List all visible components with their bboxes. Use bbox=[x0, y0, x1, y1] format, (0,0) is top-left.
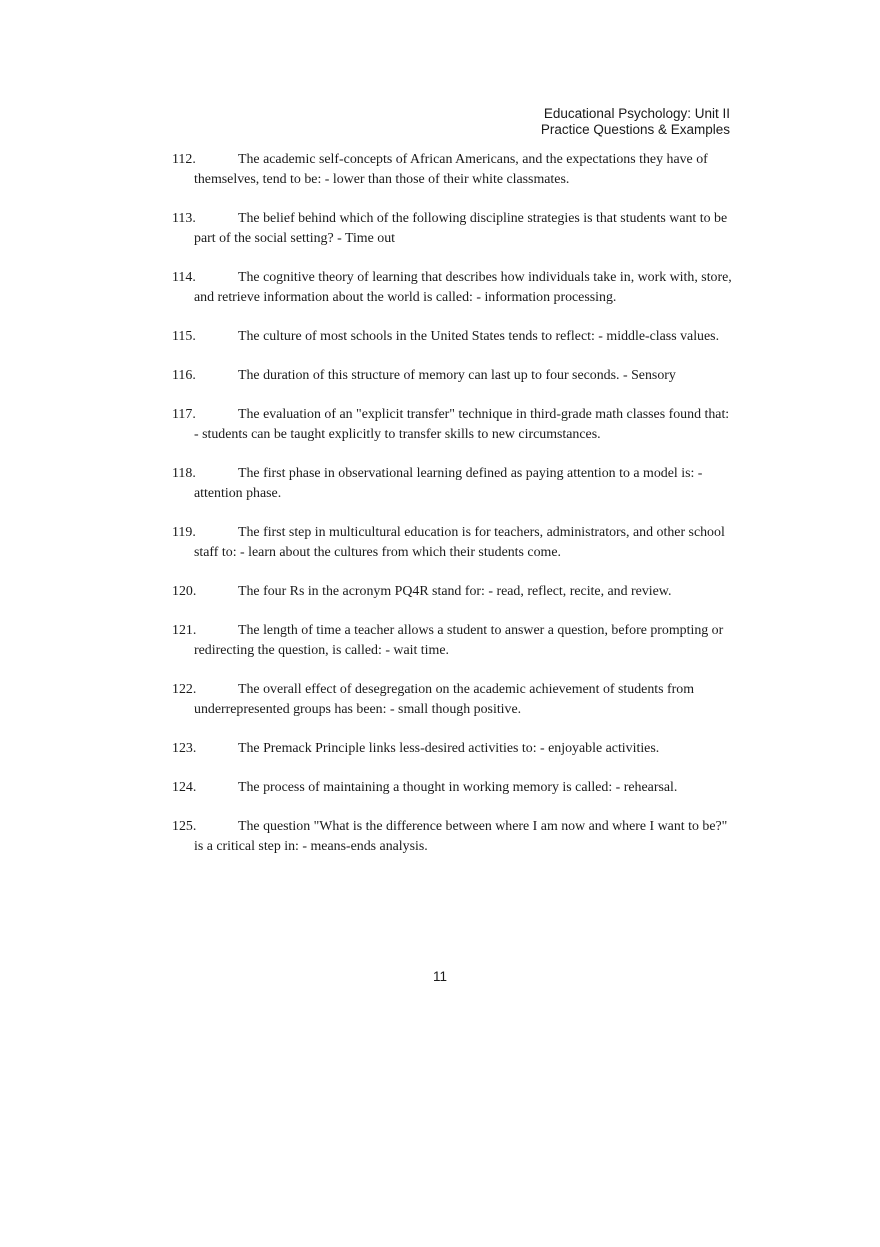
question-item bbox=[172, 582, 734, 602]
header-subtitle: Practice Questions & Examples bbox=[540, 122, 730, 137]
question-text: The academic self-concepts of African Americans, and the expectations they have of themselves, tend to be: - lower than those of their white classmates. bbox=[194, 152, 708, 187]
question-item bbox=[172, 739, 734, 759]
question-number: 123. bbox=[172, 741, 197, 756]
question-number: 122. bbox=[172, 682, 197, 697]
question-item bbox=[172, 621, 734, 661]
question-text: The process of maintaining a thought in working memory is called: - rehearsal. bbox=[238, 780, 678, 795]
question-text: The first step in multicultural education is for teachers, administrators, and other school staff to: - learn about the cultures from which their students come. bbox=[194, 525, 725, 560]
question-item bbox=[172, 405, 734, 445]
question-number: 112. bbox=[172, 152, 196, 167]
page-header bbox=[541, 106, 730, 138]
question-number: 125. bbox=[172, 819, 197, 834]
question-item bbox=[172, 680, 734, 720]
question-number: 124. bbox=[172, 780, 197, 795]
question-item bbox=[172, 268, 734, 308]
question-item bbox=[172, 150, 734, 190]
question-item bbox=[172, 523, 734, 563]
question-item bbox=[172, 366, 734, 386]
question-number: 113. bbox=[172, 211, 196, 226]
question-text: The Premack Principle links less-desired activities to: - enjoyable activities. bbox=[238, 741, 660, 756]
question-text: The culture of most schools in the United States tends to reflect: - middle-class values. bbox=[238, 329, 720, 344]
question-number: 120. bbox=[172, 584, 197, 599]
question-number: 117. bbox=[172, 407, 196, 422]
question-number: 119. bbox=[172, 525, 196, 540]
question-number: 118. bbox=[172, 466, 196, 481]
question-text: The overall effect of desegregation on the academic achievement of students from underrepresented groups has been: - small though positive. bbox=[194, 682, 695, 717]
question-number: 114. bbox=[172, 270, 196, 285]
question-item bbox=[172, 817, 734, 857]
header-title: Educational Psychology: Unit II bbox=[543, 106, 730, 121]
page-number: 11 bbox=[432, 969, 447, 984]
question-list bbox=[172, 150, 734, 876]
question-text: The question "What is the difference between where I am now and where I want to be?" is a critical step in: - means-ends analysis. bbox=[194, 819, 728, 854]
question-text: The evaluation of an "explicit transfer" technique in third-grade math classes found that: - students can be taught explicitly to transfer skills to new circumstances. bbox=[194, 407, 730, 442]
question-item bbox=[172, 464, 734, 504]
question-item bbox=[172, 778, 734, 798]
question-text: The four Rs in the acronym PQ4R stand for: - read, reflect, recite, and review. bbox=[238, 584, 672, 599]
question-number: 121. bbox=[172, 623, 197, 638]
question-text: The duration of this structure of memory can last up to four seconds. - Sensory bbox=[238, 368, 676, 383]
question-number: 115. bbox=[172, 329, 196, 344]
question-item bbox=[172, 327, 734, 347]
question-text: The length of time a teacher allows a student to answer a question, before prompting or redirecting the question, is called: - wait time. bbox=[194, 623, 724, 658]
question-item bbox=[172, 209, 734, 249]
question-number: 116. bbox=[172, 368, 196, 383]
question-text: The belief behind which of the following discipline strategies is that students want to be part of the social setting? - Time out bbox=[194, 211, 728, 246]
question-text: The cognitive theory of learning that describes how individuals take in, work with, store, and retrieve information about the world is called: - information processing. bbox=[194, 270, 732, 305]
question-text: The first phase in observational learning defined as paying attention to a model is: - attention phase. bbox=[194, 466, 703, 501]
